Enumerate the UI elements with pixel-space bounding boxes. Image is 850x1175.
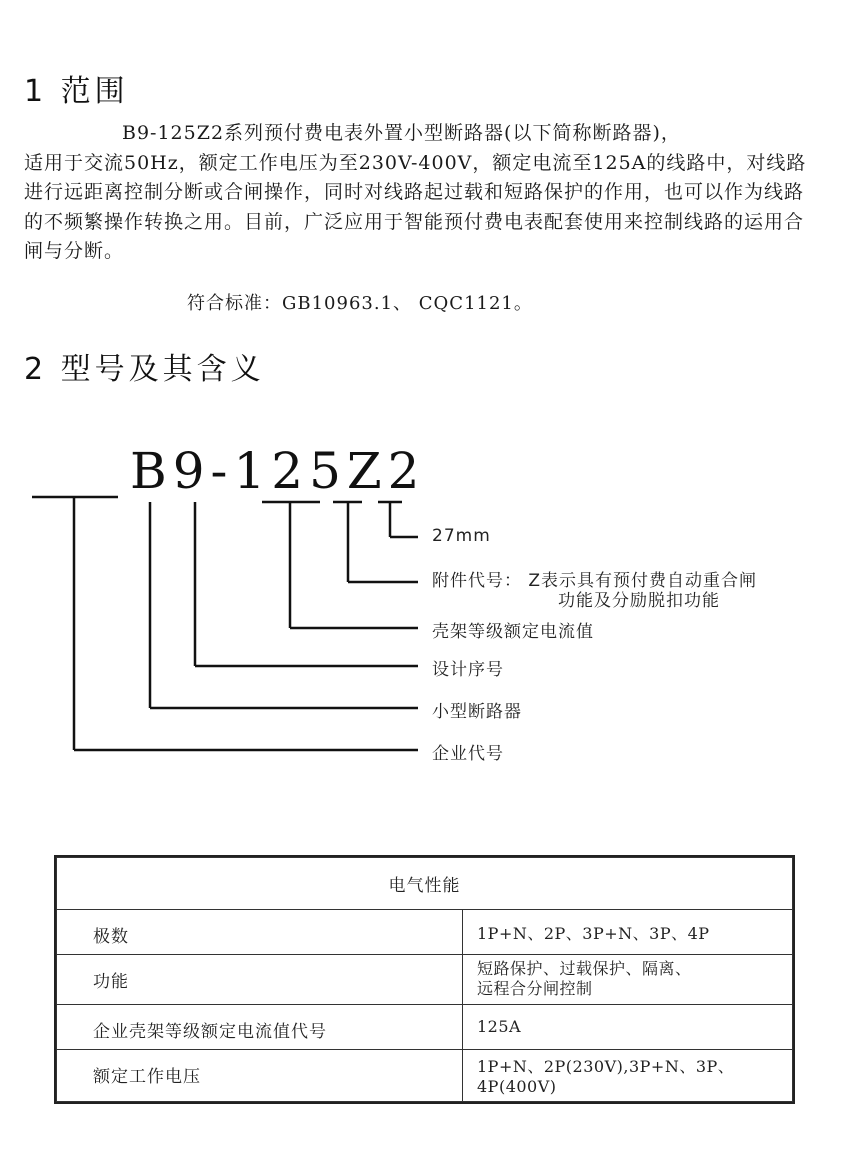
function-line-2: 远程合分闸控制 — [477, 979, 593, 999]
row-key-frame-code: 企业壳架等级额定电流值代号 — [57, 1004, 463, 1049]
table-row — [57, 955, 793, 1005]
row-value-poles: 1P+N、2P、3P+N、3P、4P — [463, 910, 793, 955]
table-header: 电气性能 — [57, 858, 793, 910]
row-key-poles: 极数 — [57, 910, 463, 955]
table-row — [57, 1049, 793, 1101]
label-frame-current: 壳架等级额定电流值 — [432, 622, 594, 642]
label-attachment-1: 附件代号： Z表示具有预付费自动重合闸 — [432, 571, 758, 591]
paragraph-body: 适用于交流50Hz，额定工作电压为至230V-400V，额定电流至125A的线路中，对线路进行远距离控制分断或合闸操作，同时对线路起过载和短路保护的作用，也可以作为线路的不频繁操作转换之用。目前，广泛应用于智能预付费电表配套使用来控制线路的运用合闸与分断。 — [24, 151, 807, 262]
table-row — [57, 910, 793, 955]
label-design-no: 设计序号 — [432, 660, 504, 680]
section1-title: 1 范围 — [24, 74, 129, 109]
electrical-performance-table — [54, 855, 795, 1104]
row-value-voltage: 1P+N、2P(230V),3P+N、3P、4P(400V) — [463, 1049, 793, 1101]
row-value-frame-code: 125A — [463, 1004, 793, 1049]
row-key-function: 功能 — [57, 955, 463, 1005]
row-value-function — [463, 955, 793, 1005]
function-line-1: 短路保护、过载保护、隔离、 — [477, 959, 692, 979]
label-company: 企业代号 — [432, 744, 504, 764]
paragraph-first-line: B9-125Z2系列预付费电表外置小型断路器(以下简称断路器)， — [122, 122, 681, 144]
section2-title: 2 型号及其含义 — [24, 352, 265, 387]
row-key-voltage: 额定工作电压 — [57, 1049, 463, 1101]
label-mcb: 小型断路器 — [432, 702, 522, 722]
table-row — [57, 1004, 793, 1049]
standard-line: 符合标准：GB10963.1、 CQC1121。 — [187, 293, 533, 314]
model-code: B9-125Z2 — [130, 442, 426, 500]
label-attachment-2: 功能及分励脱扣功能 — [558, 591, 720, 611]
label-width: 27mm — [432, 526, 491, 546]
